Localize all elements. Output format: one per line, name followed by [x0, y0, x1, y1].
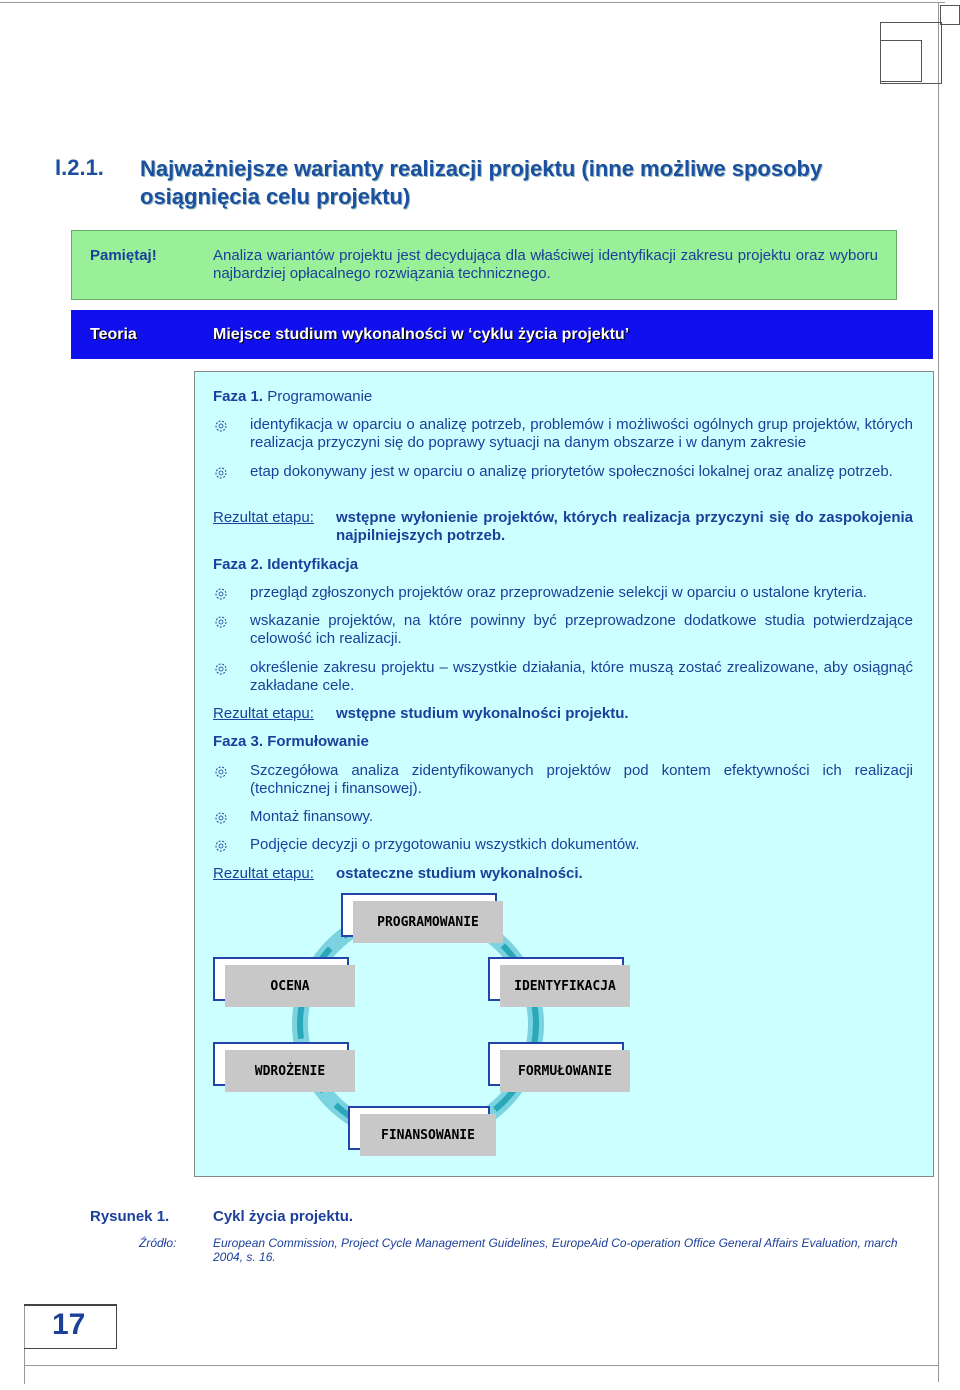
cycle-stage-label: OCENA [270, 978, 310, 994]
cycle-stage-label: WDROŻENIE [254, 1063, 326, 1079]
result-text: wstępne wyłonienie projektów, których realizacja przyczyni się do zaspokojenia najpilniejszych potrzeb. [336, 509, 913, 544]
gear-icon [213, 614, 229, 630]
remember-label: Pamiętaj! [90, 247, 157, 264]
gear-icon [213, 764, 229, 780]
gear-icon [213, 838, 229, 854]
cycle-stage-label: FINANSOWANIE [381, 1127, 475, 1143]
list-item: Szczegółowa analiza zidentyfikowanych projektów pod kontem efektywności ich realizacji (technicznej i finansowej). [250, 762, 913, 797]
figure-label: Rysunek 1. [90, 1208, 170, 1225]
list-item: identyfikacja w oparciu o analizę potrzeb, problemów i możliwości ogólnych grup projektów, których realizacja przyczyni się do poprawy sytuacji na danym obszarze i w danym zakresie [250, 416, 913, 451]
section-title: Najważniejsze warianty realizacji projektu (inne możliwe sposoby osiągnięcia celu projektu) [140, 156, 823, 209]
cycle-stage-identyfikacja [488, 957, 624, 1001]
cycle-stage-label: FORMUŁOWANIE [518, 1063, 612, 1079]
phase-3-title: Faza 3. Formułowanie [213, 733, 369, 750]
result-label: Rezultat etapu: [213, 865, 314, 882]
remember-text: Analiza wariantów projektu jest decydująca dla właściwej identyfikacji zakresu projektu oraz wyboru najbardziej opłacalnego rozwiązania technicznego. [213, 247, 878, 282]
list-item: przegląd zgłoszonych projektów oraz przeprowadzenie selekcji w oparciu o ustalone kryteria. [250, 584, 867, 601]
frame-top-line [0, 2, 945, 3]
corner-decoration [940, 5, 960, 25]
cycle-stage-wdrozenie [213, 1042, 349, 1086]
list-item: Podjęcie decyzji o przygotowaniu wszystkich dokumentów. [250, 836, 640, 853]
cycle-stage-label: IDENTYFIKACJA [514, 978, 616, 994]
source-text: European Commission, Project Cycle Management Guidelines, EuropeAid Co-operation Office General Affairs Evaluation, march 2004, s. 16. [213, 1236, 898, 1264]
theory-label: Teoria [90, 326, 137, 343]
list-item: wskazanie projektów, na które powinny być przeprowadzone dodatkowe studia potwierdzające celowość ich realizacji. [250, 612, 913, 647]
phase-1-heading [213, 388, 372, 406]
cycle-stage-programowanie [341, 893, 497, 937]
corner-decoration [880, 40, 922, 82]
theory-bar [71, 310, 933, 359]
result-text: wstępne studium wykonalności projektu. [336, 705, 629, 722]
remember-box [71, 230, 897, 300]
source-label: Źródło: [139, 1236, 177, 1250]
frame-bottom-line [24, 1365, 939, 1366]
figure-title: Cykl życia projektu. [213, 1208, 354, 1225]
phase-2-title: Faza 2. Identyfikacja [213, 556, 359, 573]
cycle-stage-finansowanie [348, 1106, 490, 1150]
theory-title: Miejsce studium wykonalności w ‘cyklu życia projektu’ [213, 326, 630, 343]
list-item: określenie zakresu projektu – wszystkie działania, które muszą zostać zrealizowane, aby osiągnąć zakładane cele. [250, 659, 913, 694]
frame-right-line [938, 2, 939, 1382]
gear-icon [213, 418, 229, 434]
result-label: Rezultat etapu: [213, 509, 314, 526]
cycle-ring [194, 880, 934, 1170]
cycle-stage-formulowanie [488, 1042, 624, 1086]
phase-1-title: Faza 1. [213, 388, 264, 405]
phase-1-name: Programowanie [267, 388, 373, 405]
section-number: I.2.1. [55, 155, 104, 180]
result-label: Rezultat etapu: [213, 705, 314, 722]
cycle-stage-label: PROGRAMOWANIE [377, 914, 479, 930]
gear-icon [213, 465, 229, 481]
page-number: 17 [52, 1308, 86, 1341]
gear-icon [213, 810, 229, 826]
gear-icon [213, 586, 229, 602]
cycle-stage-ocena [213, 957, 349, 1001]
result-text: ostateczne studium wykonalności. [336, 865, 583, 882]
list-item: etap dokonywany jest w oparciu o analizę priorytetów społeczności lokalnej oraz analizę potrzeb. [250, 463, 893, 480]
list-item: Montaż finansowy. [250, 808, 374, 825]
gear-icon [213, 661, 229, 677]
